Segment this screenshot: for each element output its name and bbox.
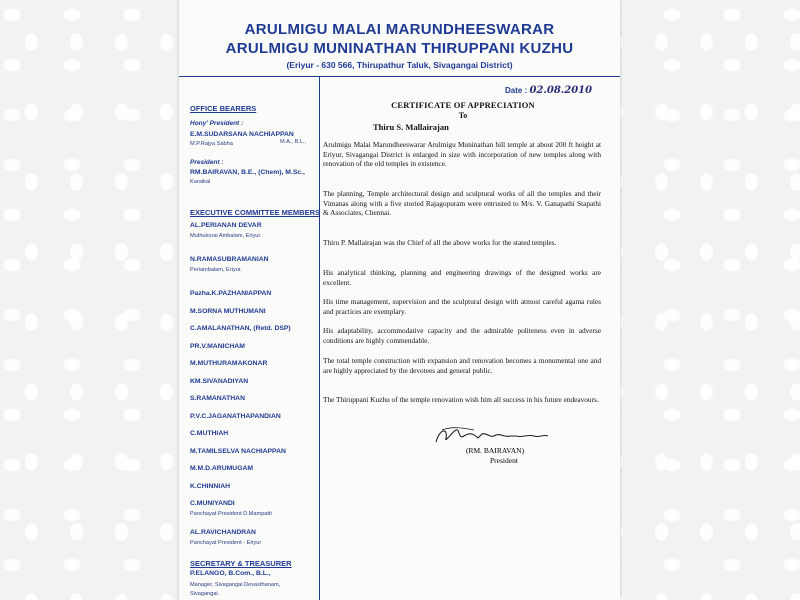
paragraph: His analytical thinking, planning and engineering drawings of the designed works are excellent. — [323, 268, 601, 287]
paragraph: Arulmigu Malai Marundheeswarar Arulmigu Muninathan hill temple at about 200 ft height at Eriyur, Sivagangai District is enlarged in size with incorporation of new temples along with renovation of the old temples in existence. — [323, 140, 601, 169]
header-rule — [179, 76, 620, 77]
hony-president-label: Hony' President : — [190, 120, 244, 127]
executive-committee-heading: EXECUTIVE COMMITTEE MEMBERS — [190, 208, 321, 217]
president-label: President : — [190, 159, 224, 166]
member-name: C.MUNIYANDI — [190, 500, 235, 507]
hony-president-sub: M.P.Rajya Sabha — [190, 141, 233, 147]
member-name: P.V.C.JAGANATHAPANDIAN — [190, 413, 281, 420]
hony-president-degree: M.A., B.L., — [280, 139, 307, 145]
sidebar-divider — [319, 77, 320, 600]
secretary-sub: Manager, Sivagangai Devasthanam, — [190, 582, 281, 588]
letter-to: To — [458, 111, 468, 120]
paragraph: The Thiruppani Kuzhu of the temple renovation wish him all success in his future endeavours. — [323, 395, 599, 404]
member-name: N.RAMASUBRAMANIAN — [190, 256, 269, 263]
member-name: K.CHINNIAH — [190, 483, 231, 490]
secretary-name: P.ELANGO, B.Com., B.L., — [190, 570, 271, 577]
signatory-name: (RM. BAIRAVAN) — [466, 446, 525, 455]
member-name: C.AMALANATHAN, (Retd. DSP) — [190, 325, 291, 332]
certificate-page — [179, 0, 620, 600]
paragraph: Thiru P. Mallairajan was the Chief of all the above works for the stated temples. — [323, 238, 557, 247]
member-sub: Muthukorai Ambalam, Eriyur. — [190, 233, 262, 239]
member-name: KM.SIVANADIYAN — [190, 378, 249, 385]
member-name: AL.RAVICHANDRAN — [190, 529, 256, 536]
member-name: M.MUTHURAMAKONAR — [190, 360, 268, 367]
member-sub: Periambalam, Eriyur. — [190, 267, 242, 273]
signatory-title: President — [490, 456, 518, 465]
paragraph: The total temple construction with expansion and renovation becomes a monumental one and are highly appreciated by the devotees and general public. — [323, 356, 601, 375]
date-value: 02.08.2010 — [529, 85, 593, 96]
header-line-2: ARULMIGU MUNINATHAN THIRUPPANI KUZHU — [225, 40, 574, 57]
member-name: M.TAMILSELVA NACHIAPPAN — [190, 448, 286, 455]
signature — [434, 424, 554, 448]
addressee: Thiru S. Mallairajan — [373, 122, 449, 132]
paragraph: The planning, Temple architectural design and sculptural works of all the temples and their Vimanas along with a five storied Rajagopuram were entrusted to M/s. V. Ganapathi Stapathi & Associates, Chennai. — [323, 189, 601, 218]
member-name: M.M.D.ARUMUGAM — [190, 465, 254, 472]
date-label: Date : — [505, 86, 528, 95]
president-name: RM.BAIRAVAN, B.E., (Chem), M.Sc., — [190, 169, 305, 176]
header-address: (Eriyur - 630 566, Thirupathur Taluk, Sivagangai District) — [286, 60, 513, 70]
member-name: C.MUTHIAH — [190, 430, 229, 437]
member-name: PR.V.MANICHAM — [190, 343, 245, 350]
member-sub: Panchayat President - Eriyur — [190, 540, 262, 546]
member-name: Pazha.K.PAZHANIAPPAN — [190, 290, 272, 297]
header-line-1: ARULMIGU MALAI MARUNDHEESWARAR — [244, 21, 555, 38]
hony-president-name: E.M.SUDARSANA NACHIAPPAN — [190, 131, 294, 138]
paragraph: His adaptability, accommodative capacity and the admirable politeness even in adverse conditions are highly commendable. — [323, 326, 601, 345]
certificate-title: CERTIFICATE OF APPRECIATION — [391, 100, 535, 110]
secretary-heading: SECRETARY & TREASURER — [190, 559, 292, 568]
member-name: M.SORNA MUTHUMANI — [190, 308, 266, 315]
secretary-sub: Sivagangai. — [190, 591, 220, 597]
paragraph: His time management, supervision and the sculptural design with atmost careful agama rules and practices are exemplary. — [323, 297, 601, 316]
member-name: S.RAMANATHAN — [190, 395, 245, 402]
office-bearers-heading: OFFICE BEARERS — [190, 104, 257, 113]
president-sub: Karaikal — [190, 179, 211, 185]
member-sub: Panchayat President D.Mampatti — [190, 511, 272, 517]
date-field — [505, 85, 592, 96]
member-name: AL.PERIANAN DEVAR — [190, 222, 262, 229]
